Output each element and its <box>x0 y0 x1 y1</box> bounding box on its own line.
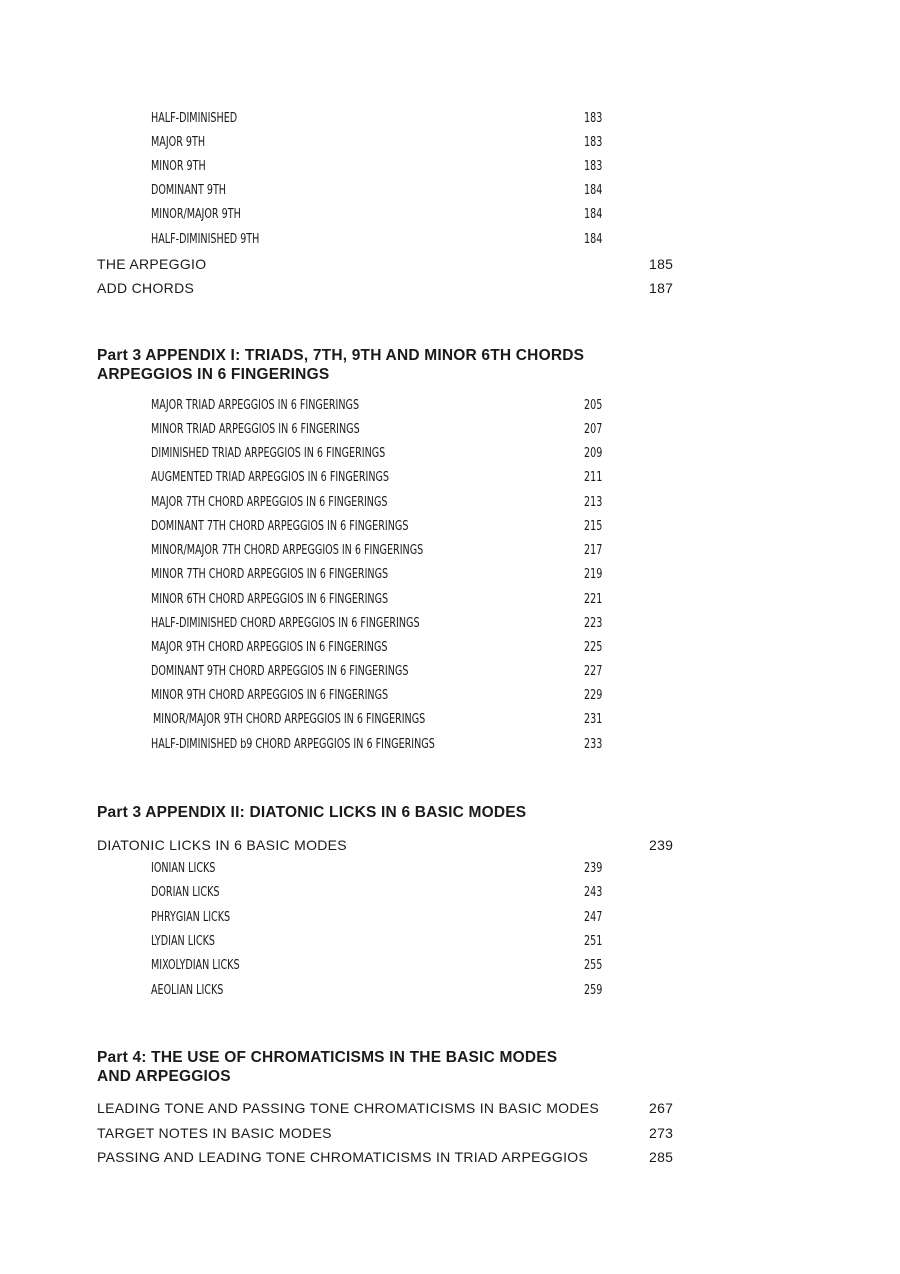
toc-entry-page: 233 <box>584 737 603 752</box>
toc-entry-title: LYDIAN LICKS <box>151 934 216 949</box>
toc-entry-title: MINOR 7TH CHORD ARPEGGIOS IN 6 FINGERINGS <box>151 567 389 582</box>
toc-entry <box>97 277 697 299</box>
toc-entry <box>151 882 631 904</box>
toc-entry <box>151 540 631 562</box>
toc-entry <box>151 492 631 514</box>
toc-entry-title: MINOR TRIAD ARPEGGIOS IN 6 FINGERINGS <box>151 422 360 437</box>
toc-entry-title: ADD CHORDS <box>97 280 195 296</box>
section-heading-line: AND ARPEGGIOS <box>97 1068 231 1085</box>
toc-entry-page: 207 <box>584 422 603 437</box>
section-heading-line: ARPEGGIOS IN 6 FINGERINGS <box>97 366 330 383</box>
toc-entry-page: 273 <box>649 1125 674 1141</box>
toc-entry-page: 213 <box>584 495 603 510</box>
toc-entry <box>97 253 697 275</box>
toc-entry-title: LEADING TONE AND PASSING TONE CHROMATICISMS IN BASIC MODES <box>97 1100 600 1116</box>
toc-entry <box>151 204 631 226</box>
toc-entry <box>151 685 631 707</box>
toc-entry-title: MAJOR 9TH CHORD ARPEGGIOS IN 6 FINGERINGS <box>151 640 388 655</box>
toc-entry <box>151 467 631 489</box>
toc-entry <box>151 613 631 635</box>
toc-entry-page: 211 <box>584 470 603 485</box>
toc-entry-page: 247 <box>584 910 603 925</box>
toc-entry-title: MINOR 9TH CHORD ARPEGGIOS IN 6 FINGERINGS <box>151 688 389 703</box>
toc-entry <box>151 443 631 465</box>
toc-entry-title: HALF-DIMINISHED 9TH <box>151 232 260 247</box>
toc-entry-title: MINOR/MAJOR 9TH <box>151 207 241 222</box>
toc-entry-page: 229 <box>584 688 603 703</box>
toc-entry-title: MINOR/MAJOR 9TH CHORD ARPEGGIOS IN 6 FINGERINGS <box>153 712 426 727</box>
section-heading <box>97 1048 717 1086</box>
toc-entry-title: DIMINISHED TRIAD ARPEGGIOS IN 6 FINGERINGS <box>151 446 386 461</box>
toc-entry <box>151 419 631 441</box>
toc-entry-title: MIXOLYDIAN LICKS <box>151 958 240 973</box>
toc-entry <box>151 564 631 586</box>
toc-entry <box>151 589 631 611</box>
toc-entry-page: 239 <box>649 837 674 853</box>
toc-entry-title: MAJOR 9TH <box>151 135 206 150</box>
toc-entry-page: 184 <box>584 207 603 222</box>
toc-entry-page: 267 <box>649 1100 674 1116</box>
toc-entry-title: HALF-DIMINISHED CHORD ARPEGGIOS IN 6 FINGERINGS <box>151 616 420 631</box>
toc-entry-page: 183 <box>584 159 603 174</box>
toc-entry-page: 217 <box>584 543 603 558</box>
toc-entry <box>151 229 631 251</box>
toc-entry-page: 184 <box>584 232 603 247</box>
toc-entry-page: 183 <box>584 111 603 126</box>
toc-entry-title: PASSING AND LEADING TONE CHROMATICISMS IN TRIAD ARPEGGIOS <box>97 1149 589 1165</box>
toc-entry <box>151 661 631 683</box>
toc-entry-title: MINOR 6TH CHORD ARPEGGIOS IN 6 FINGERINGS <box>151 592 389 607</box>
toc-entry <box>151 108 631 130</box>
toc-entry <box>151 907 631 929</box>
toc-entry-title: MAJOR 7TH CHORD ARPEGGIOS IN 6 FINGERINGS <box>151 495 388 510</box>
toc-entry-page: 225 <box>584 640 603 655</box>
toc-entry-title: THE ARPEGGIO <box>97 256 207 272</box>
toc-entry <box>151 516 631 538</box>
toc-entry <box>97 834 697 856</box>
toc-entry-title: TARGET NOTES IN BASIC MODES <box>97 1125 332 1141</box>
toc-entry-page: 183 <box>584 135 603 150</box>
toc-entry-page: 223 <box>584 616 603 631</box>
toc-entry-title: DIATONIC LICKS IN 6 BASIC MODES <box>97 837 347 853</box>
toc-entry-page: 221 <box>584 592 603 607</box>
section-heading <box>97 803 717 822</box>
toc-entry-title: PHRYGIAN LICKS <box>151 910 231 925</box>
toc-entry-title: DOMINANT 7TH CHORD ARPEGGIOS IN 6 FINGERINGS <box>151 519 409 534</box>
toc-entry-title: AEOLIAN LICKS <box>151 983 224 998</box>
toc-entry <box>151 955 631 977</box>
toc-entry-title: IONIAN LICKS <box>151 861 216 876</box>
toc-entry <box>151 734 631 756</box>
toc-entry <box>153 709 633 731</box>
toc-entry-page: 215 <box>584 519 603 534</box>
toc-entry-title: HALF-DIMINISHED <box>151 111 238 126</box>
toc-entry-page: 243 <box>584 885 603 900</box>
toc-entry-page: 251 <box>584 934 603 949</box>
toc-entry-title: HALF-DIMINISHED b9 CHORD ARPEGGIOS IN 6 FINGERINGS <box>151 737 435 752</box>
toc-entry <box>151 931 631 953</box>
toc-entry-title: MINOR 9TH <box>151 159 206 174</box>
toc-entry-title: MINOR/MAJOR 7TH CHORD ARPEGGIOS IN 6 FINGERINGS <box>151 543 424 558</box>
toc-entry-page: 209 <box>584 446 603 461</box>
toc-entry-page: 185 <box>649 256 674 272</box>
toc-entry <box>97 1122 697 1144</box>
section-heading <box>97 346 717 384</box>
toc-entry-page: 184 <box>584 183 603 198</box>
toc-entry-page: 285 <box>649 1149 674 1165</box>
toc-entry-title: AUGMENTED TRIAD ARPEGGIOS IN 6 FINGERINGS <box>151 470 390 485</box>
toc-entry <box>151 180 631 202</box>
toc-entry-page: 259 <box>584 983 603 998</box>
toc-entry <box>151 395 631 417</box>
toc-entry <box>151 858 631 880</box>
toc-entry <box>151 132 631 154</box>
toc-entry <box>151 156 631 178</box>
toc-entry-page: 231 <box>584 712 603 727</box>
toc-entry-page: 219 <box>584 567 603 582</box>
toc-entry-page: 227 <box>584 664 603 679</box>
toc-entry-title: DORIAN LICKS <box>151 885 220 900</box>
toc-entry <box>151 980 631 1002</box>
toc-entry-title: DOMINANT 9TH CHORD ARPEGGIOS IN 6 FINGERINGS <box>151 664 409 679</box>
toc-entry-page: 187 <box>649 280 674 296</box>
toc-entry-title: DOMINANT 9TH <box>151 183 227 198</box>
toc-entry-page: 205 <box>584 398 603 413</box>
toc-entry-page: 239 <box>584 861 603 876</box>
section-heading-line: Part 3 APPENDIX II: DIATONIC LICKS IN 6 BASIC MODES <box>97 804 527 821</box>
toc-entry-page: 255 <box>584 958 603 973</box>
toc-entry <box>97 1146 697 1168</box>
toc-entry <box>97 1097 697 1119</box>
section-heading-line: Part 3 APPENDIX I: TRIADS, 7TH, 9TH AND MINOR 6TH CHORDS <box>97 347 585 364</box>
toc-entry <box>151 637 631 659</box>
toc-entry-title: MAJOR TRIAD ARPEGGIOS IN 6 FINGERINGS <box>151 398 360 413</box>
section-heading-line: Part 4: THE USE OF CHROMATICISMS IN THE BASIC MODES <box>97 1049 558 1066</box>
